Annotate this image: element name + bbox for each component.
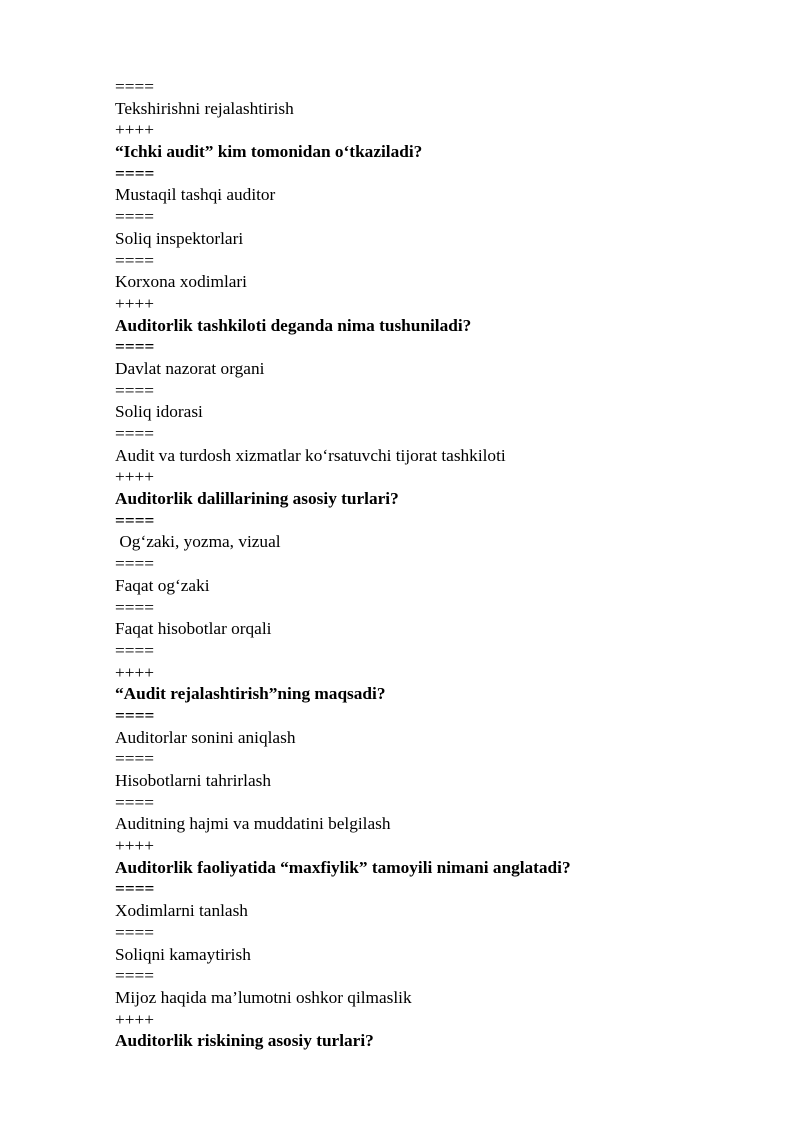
option-separator: ==== (115, 705, 155, 725)
question-text: Auditorlik riskining asosiy turlari? (115, 1031, 374, 1051)
question-text: Auditorlik tashkiloti deganda nima tushuniladi? (115, 315, 472, 335)
option-separator: ==== (115, 337, 155, 357)
answer-option: Faqat og‘zaki (115, 575, 210, 595)
answer-option: Auditorlar sonini aniqlash (115, 727, 296, 747)
question-text: “Ichki audit” kim tomonidan o‘tkaziladi? (115, 142, 423, 162)
option-separator: ==== (115, 922, 154, 942)
question-separator: ++++ (115, 662, 154, 682)
option-separator: ==== (115, 424, 154, 443)
document-body (115, 76, 755, 1052)
option-separator: ==== (115, 163, 155, 183)
question-separator: ++++ (115, 467, 154, 487)
answer-option: Og‘zaki, yozma, vizual (115, 532, 281, 552)
question-separator: ++++ (115, 120, 154, 140)
question-text: Auditorlik dalillarining asosiy turlari? (115, 489, 399, 509)
option-separator: ==== (115, 966, 154, 986)
option-separator: ==== (115, 554, 154, 574)
answer-option: Soliq idorasi (115, 402, 203, 422)
answer-option: Hisobotlarni tahrirlash (115, 771, 271, 790)
option-separator: ==== (115, 749, 154, 769)
option-separator: ==== (115, 597, 154, 617)
option-separator: ==== (115, 207, 154, 227)
option-separator: ==== (115, 640, 154, 660)
answer-option: Davlat nazorat organi (115, 358, 265, 378)
answer-option: Mustaqil tashqi auditor (115, 185, 276, 205)
option-separator: ==== (115, 879, 155, 899)
answer-option: Xodimlarni tanlash (115, 901, 248, 921)
answer-option: Korxona xodimlari (115, 272, 247, 292)
answer-option: Audit va turdosh xizmatlar ko‘rsatuvchi tijorat tashkiloti (115, 445, 506, 465)
question-separator: ++++ (115, 1009, 154, 1029)
answer-option: Soliqni kamaytirish (115, 944, 251, 964)
question-separator: ++++ (115, 293, 154, 313)
option-separator: ==== (115, 77, 154, 96)
question-text: “Audit rejalashtirish”ning maqsadi? (115, 684, 386, 704)
option-separator: ==== (115, 250, 154, 270)
answer-option: Tekshirishni rejalashtirish (115, 98, 294, 118)
option-separator: ==== (115, 380, 154, 400)
option-separator: ==== (115, 510, 155, 530)
answer-option: Soliq inspektorlari (115, 228, 244, 248)
question-separator: ++++ (115, 836, 154, 856)
answer-option: Auditning hajmi va muddatini belgilash (115, 814, 391, 834)
answer-option: Faqat hisobotlar orqali (115, 619, 272, 639)
answer-option: Mijoz haqida ma’lumotni oshkor qilmaslik (115, 987, 412, 1007)
question-text: Auditorlik faoliyatida “maxfiylik” tamoyili nimani anglatadi? (115, 857, 571, 877)
option-separator: ==== (115, 792, 154, 812)
